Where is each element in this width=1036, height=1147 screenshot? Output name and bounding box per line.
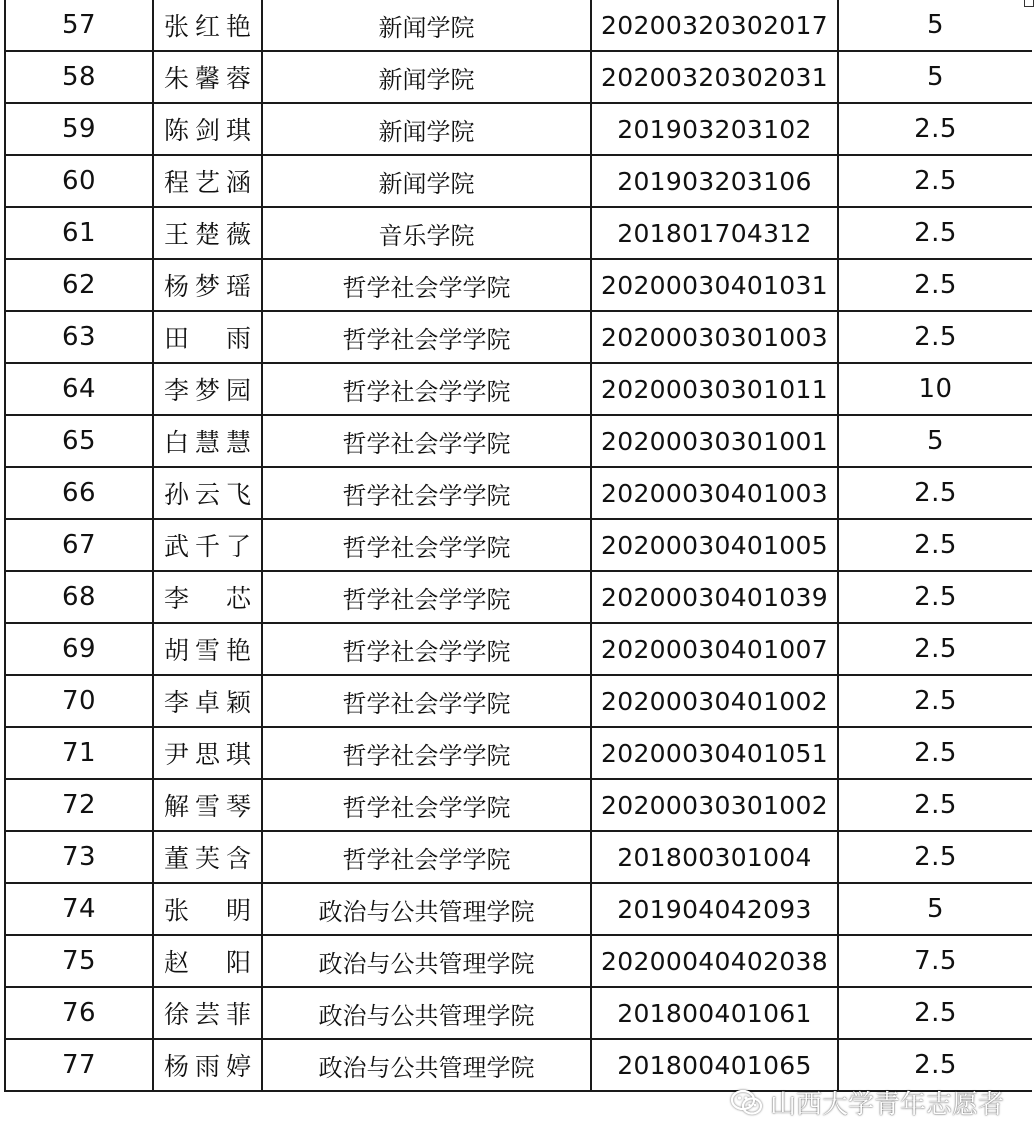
cell-student-name: 徐芸菲: [153, 987, 262, 1039]
cell-student-id: 20200320302017: [591, 0, 838, 51]
cell-serial-number: 64: [5, 363, 153, 415]
cell-college: 哲学社会学学院: [262, 727, 591, 779]
cell-serial-number: 75: [5, 935, 153, 987]
cell-volunteer-hours: 2.5: [838, 103, 1032, 155]
cell-student-name: 李梦园: [153, 363, 262, 415]
cell-serial-number: 69: [5, 623, 153, 675]
cell-student-name: 陈剑琪: [153, 103, 262, 155]
cell-college: 哲学社会学学院: [262, 259, 591, 311]
cell-volunteer-hours: 2.5: [838, 727, 1032, 779]
cell-student-name: 赵阳: [153, 935, 262, 987]
table-row: [5, 883, 1032, 935]
cell-serial-number: 74: [5, 883, 153, 935]
roster-sheet: [4, 0, 1032, 1147]
cell-student-id: 201903203106: [591, 155, 838, 207]
table-row: [5, 207, 1032, 259]
cell-volunteer-hours: 2.5: [838, 467, 1032, 519]
cell-volunteer-hours: 2.5: [838, 623, 1032, 675]
cell-student-name: 杨梦瑶: [153, 259, 262, 311]
page-corner-mark: [1024, 0, 1034, 7]
cell-student-id: 20200030301003: [591, 311, 838, 363]
cell-volunteer-hours: 2.5: [838, 779, 1032, 831]
table-row: [5, 987, 1032, 1039]
cell-volunteer-hours: 2.5: [838, 311, 1032, 363]
cell-volunteer-hours: 2.5: [838, 831, 1032, 883]
table-row: [5, 1039, 1032, 1091]
cell-student-id: 20200030301002: [591, 779, 838, 831]
cell-college: 新闻学院: [262, 51, 591, 103]
cell-serial-number: 76: [5, 987, 153, 1039]
table-row: [5, 623, 1032, 675]
table-row: [5, 779, 1032, 831]
cell-college: 哲学社会学学院: [262, 363, 591, 415]
cell-college: 哲学社会学学院: [262, 831, 591, 883]
cell-serial-number: 77: [5, 1039, 153, 1091]
cell-student-id: 201800401065: [591, 1039, 838, 1091]
cell-student-id: 20200030301001: [591, 415, 838, 467]
cell-volunteer-hours: 2.5: [838, 519, 1032, 571]
cell-student-id: 201904042093: [591, 883, 838, 935]
cell-college: 哲学社会学学院: [262, 467, 591, 519]
cell-student-name: 白慧慧: [153, 415, 262, 467]
cell-student-name: 杨雨婷: [153, 1039, 262, 1091]
cell-serial-number: 73: [5, 831, 153, 883]
cell-serial-number: 66: [5, 467, 153, 519]
cell-volunteer-hours: 5: [838, 883, 1032, 935]
cell-student-name: 王楚薇: [153, 207, 262, 259]
cell-student-id: 20200030401031: [591, 259, 838, 311]
cell-student-id: 20200030401039: [591, 571, 838, 623]
cell-serial-number: 57: [5, 0, 153, 51]
cell-serial-number: 58: [5, 51, 153, 103]
cell-serial-number: 72: [5, 779, 153, 831]
cell-serial-number: 65: [5, 415, 153, 467]
table-row: [5, 363, 1032, 415]
table-row: [5, 675, 1032, 727]
cell-college: 政治与公共管理学院: [262, 935, 591, 987]
cell-college: 哲学社会学学院: [262, 311, 591, 363]
cell-student-id: 20200030401003: [591, 467, 838, 519]
cell-student-name: 孙云飞: [153, 467, 262, 519]
cell-student-id: 20200320302031: [591, 51, 838, 103]
cell-serial-number: 59: [5, 103, 153, 155]
cell-volunteer-hours: 2.5: [838, 259, 1032, 311]
cell-student-name: 董芙含: [153, 831, 262, 883]
cell-serial-number: 70: [5, 675, 153, 727]
cell-college: 音乐学院: [262, 207, 591, 259]
cell-volunteer-hours: 2.5: [838, 675, 1032, 727]
cell-college: 新闻学院: [262, 155, 591, 207]
cell-student-id: 201800301004: [591, 831, 838, 883]
cell-student-name: 李芯: [153, 571, 262, 623]
watermark-text: 山西大学青年志愿者: [769, 1090, 1004, 1120]
cell-student-id: 201903203102: [591, 103, 838, 155]
cell-student-id: 20200040402038: [591, 935, 838, 987]
cell-college: 哲学社会学学院: [262, 623, 591, 675]
cell-volunteer-hours: 5: [838, 51, 1032, 103]
cell-serial-number: 63: [5, 311, 153, 363]
table-row: [5, 831, 1032, 883]
cell-volunteer-hours: 5: [838, 415, 1032, 467]
cell-student-name: 胡雪艳: [153, 623, 262, 675]
cell-volunteer-hours: 2.5: [838, 155, 1032, 207]
cell-volunteer-hours: 10: [838, 363, 1032, 415]
cell-college: 政治与公共管理学院: [262, 883, 591, 935]
table-row: [5, 571, 1032, 623]
cell-student-name: 尹思琪: [153, 727, 262, 779]
cell-serial-number: 68: [5, 571, 153, 623]
cell-student-id: 20200030401007: [591, 623, 838, 675]
table-row: [5, 51, 1032, 103]
cell-college: 新闻学院: [262, 0, 591, 51]
cell-student-id: 20200030401005: [591, 519, 838, 571]
cell-student-id: 201800401061: [591, 987, 838, 1039]
cell-volunteer-hours: 5: [838, 0, 1032, 51]
cell-volunteer-hours: 2.5: [838, 1039, 1032, 1091]
cell-volunteer-hours: 2.5: [838, 571, 1032, 623]
cell-volunteer-hours: 2.5: [838, 987, 1032, 1039]
table-row: [5, 259, 1032, 311]
cell-student-name: 武千了: [153, 519, 262, 571]
table-row: [5, 311, 1032, 363]
cell-student-name: 解雪琴: [153, 779, 262, 831]
table-row: [5, 727, 1032, 779]
cell-volunteer-hours: 7.5: [838, 935, 1032, 987]
cell-student-name: 张明: [153, 883, 262, 935]
cell-student-id: 20200030301011: [591, 363, 838, 415]
cell-serial-number: 71: [5, 727, 153, 779]
cell-serial-number: 60: [5, 155, 153, 207]
cell-college: 哲学社会学学院: [262, 675, 591, 727]
table-row: [5, 155, 1032, 207]
cell-serial-number: 61: [5, 207, 153, 259]
cell-serial-number: 67: [5, 519, 153, 571]
cell-college: 哲学社会学学院: [262, 519, 591, 571]
cell-college: 政治与公共管理学院: [262, 1039, 591, 1091]
cell-volunteer-hours: 2.5: [838, 207, 1032, 259]
cell-college: 哲学社会学学院: [262, 571, 591, 623]
table-row: [5, 519, 1032, 571]
cell-student-name: 田雨: [153, 311, 262, 363]
cell-college: 新闻学院: [262, 103, 591, 155]
cell-college: 政治与公共管理学院: [262, 987, 591, 1039]
table-row: [5, 935, 1032, 987]
cell-college: 哲学社会学学院: [262, 415, 591, 467]
cell-student-name: 朱馨蓉: [153, 51, 262, 103]
table-row: [5, 415, 1032, 467]
table-row: [5, 467, 1032, 519]
table-row: [5, 103, 1032, 155]
cell-student-name: 程艺涵: [153, 155, 262, 207]
volunteer-hours-table: [4, 0, 1032, 1092]
cell-student-name: 张红艳: [153, 0, 262, 51]
cell-student-id: 20200030401002: [591, 675, 838, 727]
cell-student-name: 李卓颖: [153, 675, 262, 727]
table-body: [5, 0, 1032, 1091]
cell-college: 哲学社会学学院: [262, 779, 591, 831]
table-row: [5, 0, 1032, 51]
cell-serial-number: 62: [5, 259, 153, 311]
cell-student-id: 201801704312: [591, 207, 838, 259]
cell-student-id: 20200030401051: [591, 727, 838, 779]
